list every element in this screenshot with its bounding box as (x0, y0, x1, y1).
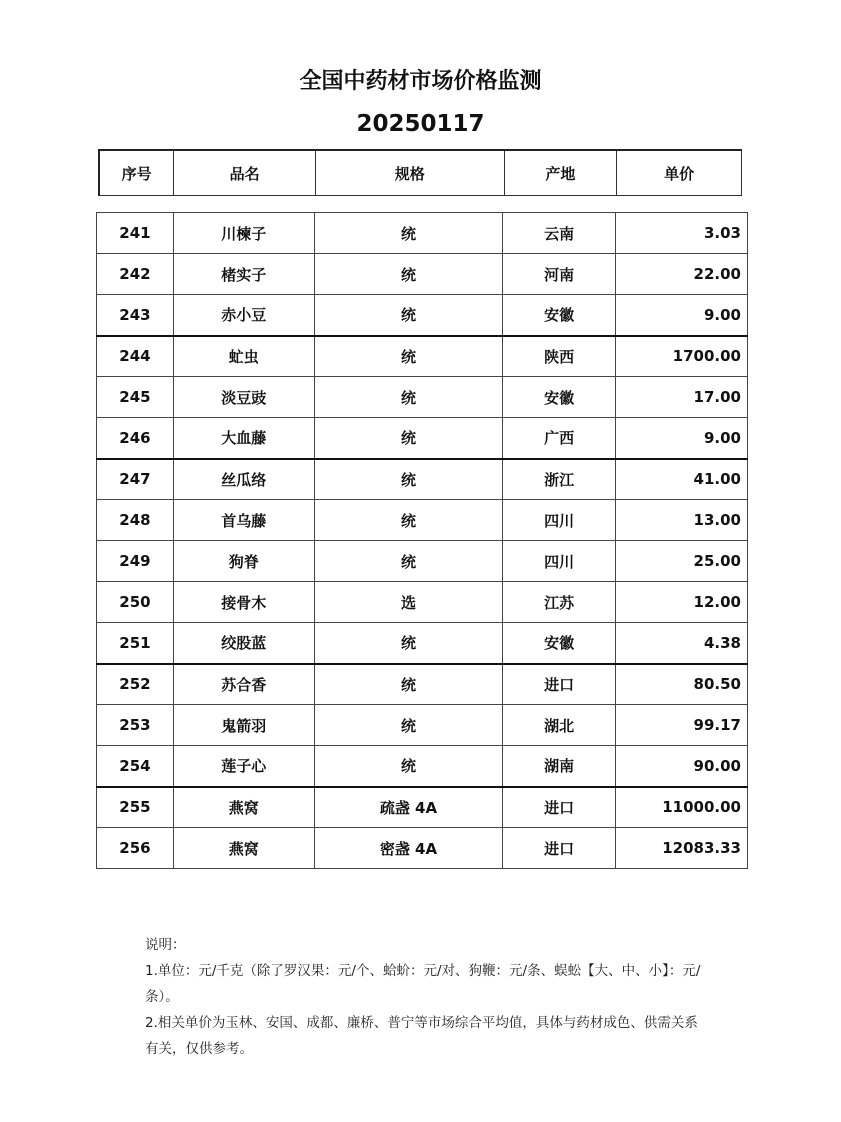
cell-number: 245 (97, 377, 174, 418)
cell-number: 248 (97, 500, 174, 541)
table-header (98, 149, 742, 196)
cell-price: 9.00 (616, 418, 748, 459)
cell-price: 9.00 (616, 295, 748, 336)
cell-origin: 安徽 (503, 623, 616, 664)
cell-name: 鬼箭羽 (173, 705, 314, 746)
cell-name: 大血藤 (173, 418, 314, 459)
cell-name: 燕窝 (173, 828, 314, 869)
table-row (97, 828, 748, 869)
table-row (97, 418, 748, 459)
table-row (97, 213, 748, 254)
table-row (97, 541, 748, 582)
cell-name: 苏合香 (173, 664, 314, 705)
cell-price: 80.50 (616, 664, 748, 705)
column-header-name: 品名 (174, 150, 316, 196)
cell-origin: 安徽 (503, 295, 616, 336)
cell-number: 246 (97, 418, 174, 459)
cell-price: 12.00 (616, 582, 748, 623)
cell-number: 243 (97, 295, 174, 336)
column-header-price: 单价 (664, 164, 695, 183)
cell-spec: 密盏 4A (314, 828, 503, 869)
cell-spec: 统 (314, 254, 503, 295)
cell-spec: 统 (314, 418, 503, 459)
cell-spec: 统 (314, 664, 503, 705)
cell-origin: 安徽 (503, 377, 616, 418)
cell-price: 22.00 (616, 254, 748, 295)
cell-price: 11000.00 (616, 787, 748, 828)
notes-heading: 说明： (145, 937, 186, 953)
table-row (97, 623, 748, 664)
table-row (97, 746, 748, 787)
cell-origin: 云南 (503, 213, 616, 254)
cell-spec: 统 (314, 336, 503, 377)
cell-name: 淡豆豉 (173, 377, 314, 418)
column-header-number: 序号 (99, 150, 174, 196)
notes (145, 932, 705, 1062)
table-row (97, 500, 748, 541)
cell-origin: 湖北 (503, 705, 616, 746)
cell-spec: 统 (314, 377, 503, 418)
cell-origin: 四川 (503, 541, 616, 582)
price-table (96, 212, 748, 869)
cell-number: 255 (97, 787, 174, 828)
cell-price: 13.00 (616, 500, 748, 541)
cell-number: 247 (97, 459, 174, 500)
cell-name: 绞股蓝 (173, 623, 314, 664)
cell-name: 接骨木 (173, 582, 314, 623)
cell-price: 41.00 (616, 459, 748, 500)
cell-price: 12083.33 (616, 828, 748, 869)
column-header-origin: 产地 (504, 150, 617, 196)
cell-price: 17.00 (616, 377, 748, 418)
table-row (97, 377, 748, 418)
cell-spec: 选 (314, 582, 503, 623)
table-row (97, 705, 748, 746)
table-row (97, 254, 748, 295)
cell-origin: 浙江 (503, 459, 616, 500)
cell-number: 250 (97, 582, 174, 623)
cell-origin: 广西 (503, 418, 616, 459)
cell-spec: 统 (314, 295, 503, 336)
cell-origin: 陕西 (503, 336, 616, 377)
cell-number: 253 (97, 705, 174, 746)
table-row (97, 295, 748, 336)
cell-spec: 统 (314, 705, 503, 746)
cell-name: 赤小豆 (173, 295, 314, 336)
cell-price: 25.00 (616, 541, 748, 582)
cell-spec: 统 (314, 623, 503, 664)
cell-name: 首乌藤 (173, 500, 314, 541)
cell-spec: 统 (314, 746, 503, 787)
cell-origin: 河南 (503, 254, 616, 295)
cell-price: 1700.00 (616, 336, 748, 377)
cell-number: 251 (97, 623, 174, 664)
report-date: 20250117 (356, 111, 485, 137)
cell-price: 99.17 (616, 705, 748, 746)
cell-name: 狗脊 (173, 541, 314, 582)
cell-name: 虻虫 (173, 336, 314, 377)
cell-number: 254 (97, 746, 174, 787)
cell-number: 244 (97, 336, 174, 377)
cell-price: 3.03 (616, 213, 748, 254)
notes-line-2: 2.相关单价为玉林、安国、成都、廉桥、普宁等市场综合平均值，具体与药材成色、供需关系有关，仅供参考。 (145, 1015, 698, 1057)
cell-origin: 江苏 (503, 582, 616, 623)
cell-number: 256 (97, 828, 174, 869)
cell-name: 莲子心 (173, 746, 314, 787)
cell-price: 90.00 (616, 746, 748, 787)
cell-name: 楮实子 (173, 254, 314, 295)
cell-number: 242 (97, 254, 174, 295)
table-row (97, 582, 748, 623)
column-header-spec: 规格 (316, 150, 505, 196)
cell-spec: 统 (314, 213, 503, 254)
cell-spec: 统 (314, 500, 503, 541)
cell-number: 252 (97, 664, 174, 705)
cell-name: 丝瓜络 (173, 459, 314, 500)
table-row (97, 664, 748, 705)
page-title: 全国中药材市场价格监测 (299, 69, 542, 94)
cell-number: 249 (97, 541, 174, 582)
table-row (97, 336, 748, 377)
cell-origin: 进口 (503, 828, 616, 869)
cell-spec: 统 (314, 459, 503, 500)
cell-origin: 四川 (503, 500, 616, 541)
cell-spec: 统 (314, 541, 503, 582)
table-row (97, 787, 748, 828)
table-row (97, 459, 748, 500)
cell-name: 川楝子 (173, 213, 314, 254)
cell-price: 4.38 (616, 623, 748, 664)
cell-origin: 湖南 (503, 746, 616, 787)
cell-name: 燕窝 (173, 787, 314, 828)
cell-origin: 进口 (503, 664, 616, 705)
notes-line-1: 1.单位：元/千克（除了罗汉果：元/个、蛤蚧：元/对、狗鞭：元/条、蜈蚣【大、中、小】：元/条）。 (145, 963, 701, 1005)
cell-origin: 进口 (503, 787, 616, 828)
cell-spec: 疏盏 4A (314, 787, 503, 828)
cell-number: 241 (97, 213, 174, 254)
